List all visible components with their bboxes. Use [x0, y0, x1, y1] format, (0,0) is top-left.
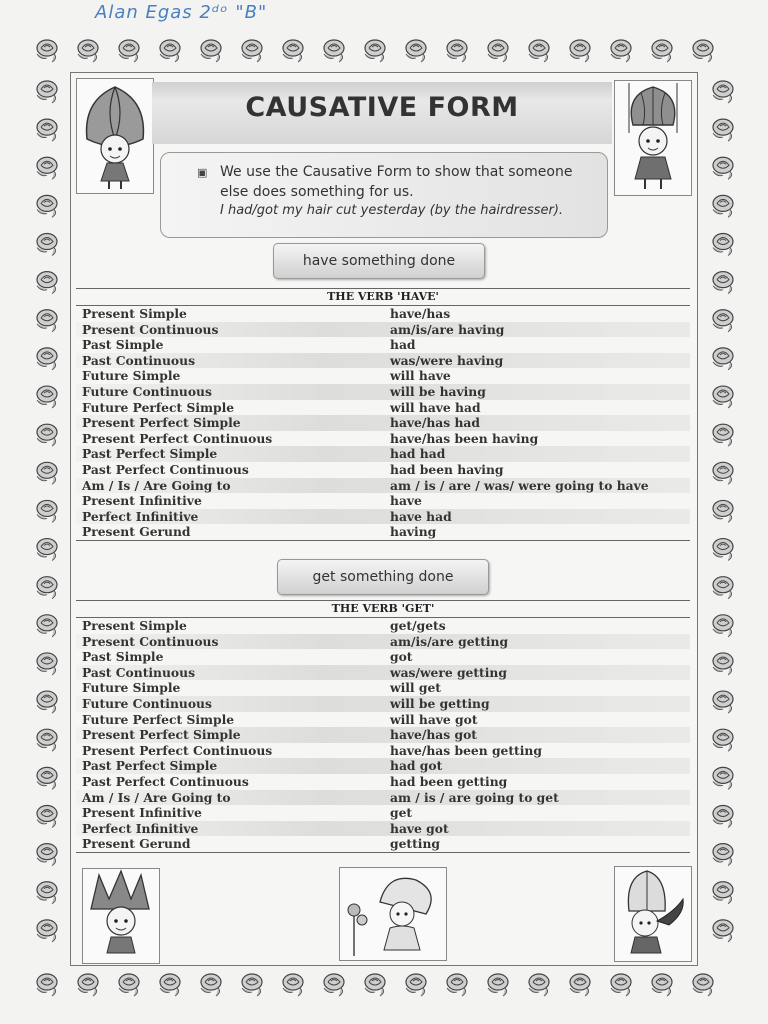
tense-name: Am / Is / Are Going to: [82, 477, 231, 493]
table-row: [76, 353, 690, 369]
table-row: [76, 493, 690, 509]
checkbox-bullet-icon: ▣: [197, 166, 208, 179]
tense-name: Present Simple: [82, 618, 187, 633]
spiky-flower-fairy-icon: [82, 868, 160, 964]
tense-name: Perfect Infinitive: [82, 820, 199, 836]
tense-name: Past Continuous: [82, 352, 195, 368]
get-table: [76, 600, 690, 853]
verb-form: had had: [390, 446, 446, 462]
tense-name: Present Infinitive: [82, 805, 202, 821]
tense-name: Present Perfect Continuous: [82, 430, 273, 446]
verb-form: got: [390, 649, 413, 665]
table-row: [76, 400, 690, 416]
table-row: [76, 446, 690, 462]
table-row: [76, 431, 690, 447]
tense-name: Future Perfect Simple: [82, 711, 235, 727]
table-bottom-rule: [76, 540, 690, 541]
table-row: [76, 805, 690, 821]
verb-form: am/is/are getting: [390, 633, 509, 649]
tense-name: Future Perfect Simple: [82, 399, 235, 415]
tense-name: Future Simple: [82, 368, 181, 384]
tense-name: Present Perfect Simple: [82, 415, 241, 431]
verb-form: will get: [390, 680, 441, 696]
verb-form: have/has: [390, 306, 451, 321]
table-row: [76, 368, 690, 384]
have-table-header: THE VERB 'HAVE': [76, 288, 690, 306]
verb-form: have had: [390, 508, 452, 524]
tense-name: Present Perfect Simple: [82, 727, 241, 743]
table-row: [76, 727, 690, 743]
table-row: [76, 665, 690, 681]
tense-name: Present Simple: [82, 306, 187, 321]
rule-example: I had/got my hair cut yesterday (by the hairdresser).: [220, 203, 564, 218]
bell-flower-fairy-icon: [339, 867, 447, 961]
table-row: [76, 680, 690, 696]
verb-form: have/has been getting: [390, 742, 542, 758]
tense-name: Past Perfect Simple: [82, 446, 218, 462]
table-row: [76, 743, 690, 759]
tense-name: Past Simple: [82, 649, 164, 665]
tense-name: Past Continuous: [82, 664, 195, 680]
verb-form: had been having: [390, 461, 504, 477]
table-row: [76, 415, 690, 431]
tense-name: Perfect Infinitive: [82, 508, 199, 524]
table-row: [76, 712, 690, 728]
verb-form: will be getting: [390, 695, 490, 711]
flower-fairy-swing-icon: [614, 80, 692, 196]
verb-form: am / is / are going to get: [390, 789, 559, 805]
verb-form: getting: [390, 836, 440, 852]
tense-name: Present Continuous: [82, 633, 219, 649]
table-row: [76, 509, 690, 525]
verb-form: had got: [390, 758, 443, 774]
tense-name: Present Continuous: [82, 321, 219, 337]
get-something-done-button: get something done: [277, 559, 489, 595]
verb-form: have/has got: [390, 727, 477, 743]
verb-form: have/has had: [390, 415, 480, 431]
tense-name: Present Perfect Continuous: [82, 742, 273, 758]
table-row: [76, 774, 690, 790]
tense-name: Past Perfect Simple: [82, 758, 218, 774]
tense-name: Past Simple: [82, 337, 164, 353]
table-row: [76, 384, 690, 400]
student-name-handwriting: Alan Egas 2ᵈᵒ "B": [95, 2, 268, 23]
have-table: [76, 288, 690, 541]
verb-form: have: [390, 493, 422, 509]
verb-form: am / is / are / was/ were going to have: [390, 477, 649, 493]
page-title: CAUSATIVE FORM: [245, 92, 519, 123]
tulip-girl-fairy-icon: [614, 866, 692, 962]
verb-form: get: [390, 805, 413, 821]
tense-name: Past Perfect Continuous: [82, 773, 249, 789]
verb-form: have got: [390, 820, 449, 836]
have-something-done-button: have something done: [273, 243, 485, 279]
verb-form: having: [390, 524, 437, 540]
table-row: [76, 306, 690, 322]
verb-form: had: [390, 337, 416, 353]
tense-name: Future Continuous: [82, 383, 212, 399]
tense-name: Present Infinitive: [82, 493, 202, 509]
verb-form: was/were getting: [390, 664, 507, 680]
table-row: [76, 790, 690, 806]
tulip-fairy-icon: [76, 78, 154, 194]
verb-form: was/were having: [390, 352, 504, 368]
verb-form: will have: [390, 368, 451, 384]
rule-text: We use the Causative Form to show that someone else does something for us.: [220, 164, 573, 200]
table-row: [76, 696, 690, 712]
tense-name: Future Simple: [82, 680, 181, 696]
table-row: [76, 337, 690, 353]
table-row: [76, 649, 690, 665]
tense-name: Past Perfect Continuous: [82, 461, 249, 477]
table-row: [76, 758, 690, 774]
table-row: [76, 836, 690, 852]
verb-form: had been getting: [390, 773, 508, 789]
tense-name: Future Continuous: [82, 695, 212, 711]
get-table-header: THE VERB 'GET': [76, 600, 690, 618]
table-row: [76, 634, 690, 650]
table-row: [76, 618, 690, 634]
verb-form: am/is/are having: [390, 321, 505, 337]
verb-form: will have had: [390, 399, 481, 415]
tense-name: Present Gerund: [82, 836, 191, 852]
verb-form: have/has been having: [390, 430, 539, 446]
tense-name: Am / Is / Are Going to: [82, 789, 231, 805]
tense-name: Present Gerund: [82, 524, 191, 540]
table-row: [76, 478, 690, 494]
verb-form: will be having: [390, 383, 486, 399]
table-row: [76, 821, 690, 837]
table-row: [76, 524, 690, 540]
table-row: [76, 322, 690, 338]
table-bottom-rule: [76, 852, 690, 853]
table-row: [76, 462, 690, 478]
verb-form: get/gets: [390, 618, 446, 633]
verb-form: will have got: [390, 711, 478, 727]
